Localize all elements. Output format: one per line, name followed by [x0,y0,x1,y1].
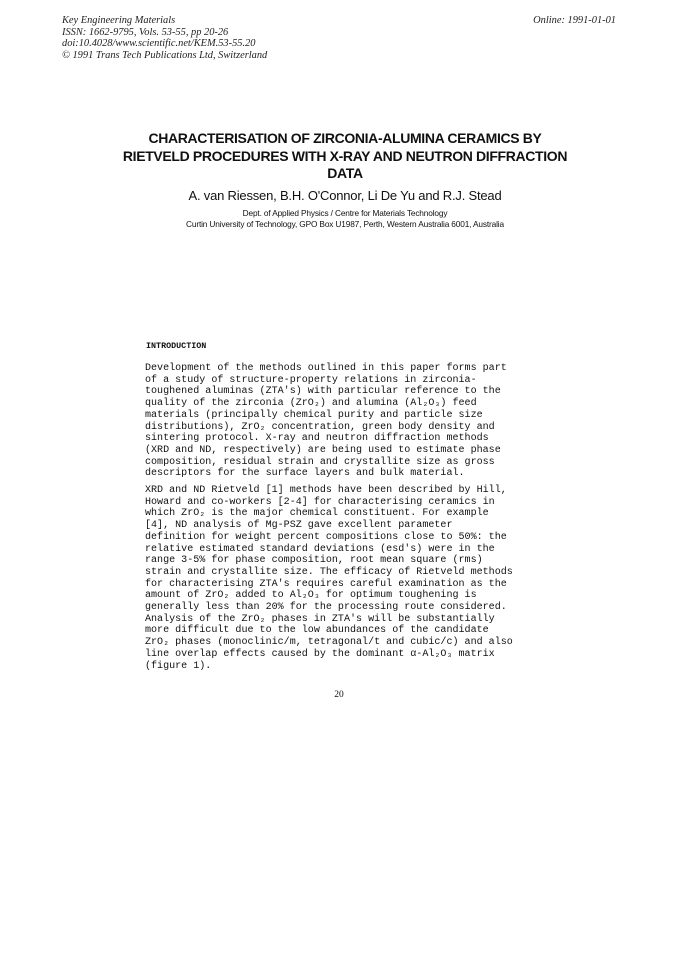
text-line: amount of ZrO₂ added to Al₂O₃ for optimum toughening is [145,590,477,602]
issn-line: ISSN: 1662-9795, Vols. 53-55, pp 20-26 [62,26,229,38]
doi-line: doi:10.4028/www.scientific.net/KEM.53-55.20 [62,38,256,49]
affiliation-department: Dept. of Applied Physics / Centre for Materials Technology [242,208,448,218]
text-line: relative estimated standard deviations (esd's) were in the [145,543,495,555]
author-list: A. van Riessen, B.H. O'Connor, Li De Yu and R.J. Stead [188,188,502,203]
text-line: Development of the methods outlined in this paper forms part [145,363,507,374]
text-line: definition for weight percent compositions close to 50%: the [145,531,507,543]
text-line: distributions), ZrO₂ concentration, green body density and [145,421,495,433]
text-line: ZrO₂ phases (monoclinic/m, tetragonal/t and cubic/c) and also [145,637,513,649]
text-line: sintering protocol. X-ray and neutron diffraction methods [145,433,489,445]
paper-title [100,130,590,183]
title-line: RIETVELD PROCEDURES WITH X-RAY AND NEUTRON DIFFRACTION [122,147,568,164]
text-line: toughened aluminas (ZTA's) with particular reference to the [145,386,501,398]
text-line: Analysis of the ZrO₂ phases in ZTA's will be substantially [145,613,495,625]
paragraph-2 [145,485,545,672]
copyright-line: © 1991 Trans Tech Publications Ltd, Switzerland [62,49,268,61]
text-line: [4], ND analysis of Mg-PSZ gave excellent parameter [145,520,453,532]
journal-name: Key Engineering Materials [62,15,176,26]
affiliation-address: Curtin University of Technology, GPO Box U1987, Perth, Western Australia 6001, Australia [186,219,504,229]
text-line: for characterising ZTA's requires careful examination as the [145,578,507,590]
text-line: quality of the zirconia (ZrO₂) and alumina (Al₂O₃) feed [145,398,477,410]
journal-header [62,15,267,61]
text-line: line overlap effects caused by the dominant α-Al₂O₃ matrix [145,648,495,660]
text-line: strain and crystallite size. The efficacy of Rietveld methods [145,566,513,578]
title-line: DATA [327,165,363,181]
text-line: which ZrO₂ is the major chemical constituent. For example [145,508,489,520]
text-line: more difficult due to the low abundances of the candidate [145,625,489,637]
text-line: (figure 1). [145,660,212,672]
text-line: of a study of structure-property relations in zirconia- [145,374,477,386]
text-line: (XRD and ND, respectively) are being used to estimate phase [145,444,501,456]
text-line: XRD and ND Rietveld [1] methods have been described by Hill, [145,485,507,496]
online-date: Online: 1991-01-01 [533,15,616,26]
text-line: range 3-5% for phase composition, root mean square (rms) [145,555,483,567]
text-line: descriptors for the surface layers and bulk material. [145,468,465,480]
text-line: Howard and co-workers [2-4] for characterising ceramics in [145,496,495,508]
title-line: CHARACTERISATION OF ZIRCONIA-ALUMINA CERAMICS BY [148,130,542,146]
section-heading: INTRODUCTION [146,341,207,351]
text-line: materials (principally chemical purity and particle size [145,409,483,421]
page-number: 20 [334,690,344,700]
text-line: generally less than 20% for the processing route considered. [145,602,507,614]
text-line: composition, residual strain and crystallite size as gross [145,456,495,468]
paragraph-1 [145,363,545,480]
